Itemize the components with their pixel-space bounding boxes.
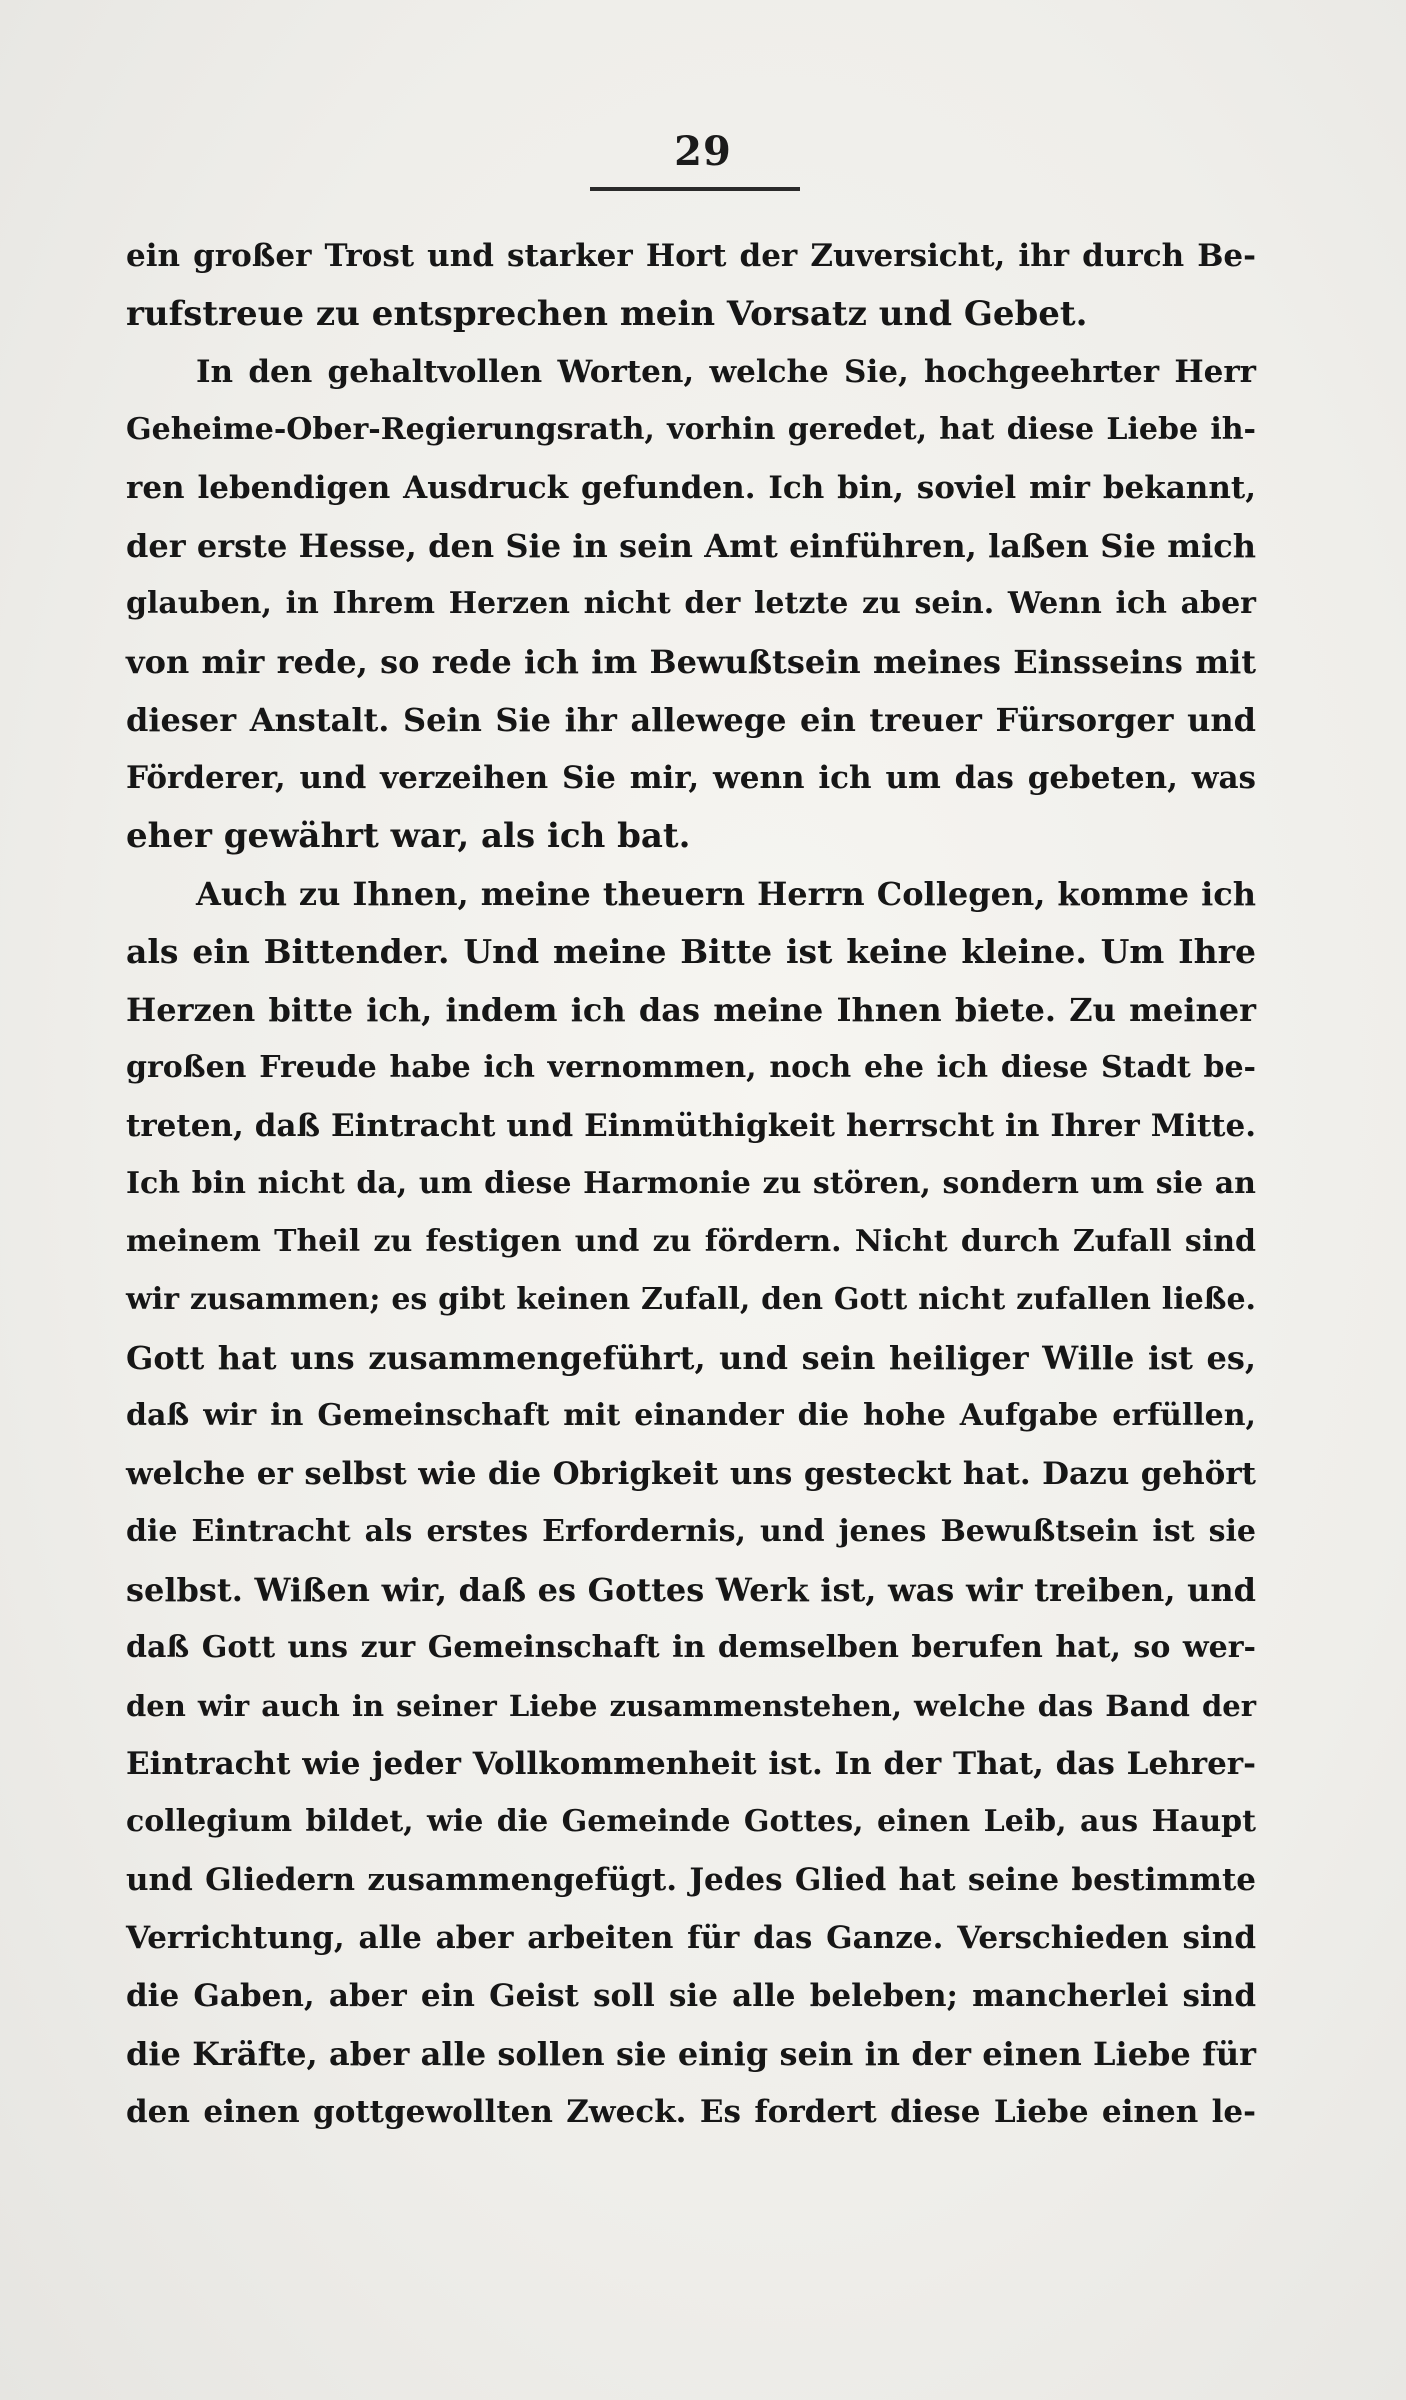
page-number: 29	[674, 128, 732, 175]
text-line: Förderer, und verzeihen Sie mir, wenn ich um das gebeten, was	[126, 760, 1256, 796]
text-line: von mir rede, so rede ich im Bewußtsein meines Einsseins mit	[126, 643, 1256, 681]
text-line: Ich bin nicht da, um diese Harmonie zu stören, sondern um sie an	[126, 1166, 1256, 1201]
text-line: wir zusammen; es gibt keinen Zufall, den Gott nicht zufallen ließe.	[126, 1282, 1256, 1317]
text-line: glauben, in Ihrem Herzen nicht der letzte zu sein. Wenn ich aber	[126, 586, 1256, 621]
text-line: eher gewährt war, als ich bat.	[126, 816, 691, 856]
text-line: den einen gottgewollten Zweck. Es fordert diese Liebe einen le-	[126, 2094, 1256, 2130]
text-line: welche er selbst wie die Obrigkeit uns gesteckt hat. Dazu gehört	[126, 1456, 1256, 1492]
text-line: daß Gott uns zur Gemeinschaft in demselben berufen hat, so wer-	[126, 1630, 1256, 1665]
text-line: ein großer Trost und starker Hort der Zuversicht, ihr durch Be-	[126, 238, 1256, 274]
text-line: collegium bildet, wie die Gemeinde Gottes, einen Leib, aus Haupt	[126, 1804, 1256, 1839]
text-line: rufstreue zu entsprechen mein Vorsatz und Gebet.	[126, 294, 1088, 334]
text-line: Verrichtung, alle aber arbeiten für das Ganze. Verschieden sind	[126, 1920, 1256, 1956]
text-line: der erste Hesse, den Sie in sein Amt einführen, laßen Sie mich	[126, 527, 1256, 565]
text-line: Herzen bitte ich, indem ich das meine Ihnen biete. Zu meiner	[126, 991, 1256, 1029]
header-rule	[590, 187, 800, 191]
body-text	[126, 227, 1256, 2141]
text-line: dieser Anstalt. Sein Sie ihr allewege ein treuer Fürsorger und	[126, 701, 1256, 739]
text-line: als ein Bittender. Und meine Bitte ist keine kleine. Um Ihre	[126, 932, 1256, 971]
text-line: die Eintracht als erstes Erfordernis, und jenes Bewußtsein ist sie	[126, 1514, 1256, 1549]
text-line: meinem Theil zu festigen und zu fördern. Nicht durch Zufall sind	[126, 1224, 1256, 1259]
text-line: die Gaben, aber ein Geist soll sie alle beleben; mancherlei sind	[126, 1978, 1256, 2014]
text-line: daß wir in Gemeinschaft mit einander die hohe Aufgabe erfüllen,	[126, 1398, 1256, 1433]
text-line: und Gliedern zusammengefügt. Jedes Glied hat seine bestimmte	[126, 1862, 1256, 1898]
text-line: Gott hat uns zusammengeführt, und sein heiliger Wille ist es,	[126, 1339, 1256, 1377]
text-line: Geheime-Ober-Regierungsrath, vorhin geredet, hat diese Liebe ih-	[126, 412, 1256, 447]
text-line: großen Freude habe ich vernommen, noch ehe ich diese Stadt be-	[126, 1050, 1256, 1085]
text-line: Auch zu Ihnen, meine theuern Herrn Collegen, komme ich	[196, 875, 1256, 913]
text-line: ren lebendigen Ausdruck gefunden. Ich bin, soviel mir bekannt,	[126, 470, 1256, 506]
text-line: In den gehaltvollen Worten, welche Sie, hochgeehrter Herr	[196, 354, 1256, 390]
text-line: die Kräfte, aber alle sollen sie einig sein in der einen Liebe für	[126, 2035, 1256, 2073]
text-line: selbst. Wißen wir, daß es Gottes Werk ist, was wir treiben, und	[126, 1571, 1256, 1609]
text-line: treten, daß Eintracht und Einmüthigkeit herrscht in Ihrer Mitte.	[126, 1108, 1256, 1144]
text-line: den wir auch in seiner Liebe zusammenstehen, welche das Band der	[126, 1689, 1256, 1723]
text-line: Eintracht wie jeder Vollkommenheit ist. In der That, das Lehrer-	[126, 1746, 1256, 1782]
